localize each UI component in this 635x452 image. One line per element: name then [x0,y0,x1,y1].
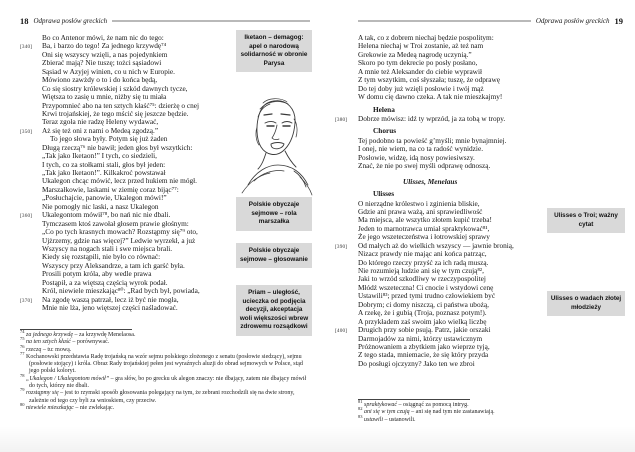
footnote: $^{76}$ rzeczą – tu: mową. [20,343,72,353]
line-number: [360] [20,213,33,220]
verse-text: Ukalegontom mówił⁷⁸, bo nań nic nie dbali. [42,210,171,220]
line-number: [370] [20,297,33,304]
page-19-header [358,16,623,26]
footnote-number: 75 [20,336,25,342]
verse-text: Jaki to wrzód szkodliwy w rzeczypospolitej [358,274,486,284]
verse-text: Posłowie, widzę, idą nosy powiesiwszy. [358,152,475,162]
verse-text: Drugich przy sobie psują. Patrz, jakie orszaki [358,325,491,335]
verse-column [335,34,565,368]
verse-text: Na zgodę waszą patrzał, lecz iż być nie mogła, [42,294,179,304]
page-number: 18 [20,16,29,26]
verse-text: Krwi trojańskiej, że tego mścić się jeszcze będzie. [42,108,189,118]
margin-note-iketaon: Iketaon – demagog: apel o narodową solidarność w obronie Parysa [236,30,312,72]
footnote-term: rozstąpmy się [26,390,59,397]
verse-text: Prosili potym króla, aby wedle prawa [42,269,152,279]
verse-line [335,93,565,101]
verse-text: Tej podobno ta powieść g’myśli; mnie bynajmniej. [358,135,507,145]
line-number: [390] [335,243,348,250]
footnote-term: na ten sztych kłaść [26,339,71,346]
verse-text: I tych, co za stołkami stali, głos był jeden: [42,159,166,169]
verse-text: Nizacz prawdy nie mając ani końca patrząc, [358,249,487,259]
footnote: $^{83}$ ustawili – ustanowili. [358,413,416,423]
verse-text: Marszałkowie, laskami w ziemię coraz bijąc⁷⁷: [42,184,179,194]
verse-text: Nie rozumieją ludzie ani się w tym czują⁸², [358,266,484,275]
verse-text: To jego słowa były. Potym się już żaden [50,134,168,144]
footnote-term: niewiele mieszkając [26,404,74,411]
verse-text: „Tak jako Iketaon!”. Kilkakroć powstawał [42,168,166,177]
verse-text: Dobrym; ci domy niszczą, ci państwa ubożą, [358,299,489,309]
line-number: [380] [335,116,348,123]
verse-text: Mówiono zawżdy o to i do końca będą, [42,75,158,85]
footnote-number: 81 [358,399,363,404]
footnote-number: 77 [20,350,25,356]
verse-text: Zbierać mają? Nie tuszę; tożci sąsiadowi [42,58,162,68]
verse-text: Ustawili⁸³; przed tymi trudno człowiekiem być [358,291,496,301]
verse-text: Do posługi ojczyzny? Jako ten we zbroi [358,358,475,368]
verse-text: „Tak jako Iketaon!” I tych, co siedzieli, [42,151,157,161]
verse-text: Ma miejsca, ale wszytko złotem kupić trzeba! [358,215,492,225]
footnote: $^{79}$ rozstąpmy się – jest to rzymski sposób głosowania polegający na tym, że zebrani rozchodzili się na dwie strony, zależnie od tego czy byli za wnioskiem, czy przeciw. [20,387,295,404]
verse-text: Król, niewiele mieszkając⁸⁰: „Rad bych był, powiada, [42,286,200,296]
verse-text: Do tej doby już wzięli posłowie i twój mąż [358,83,484,93]
verse-text: Ukalegon chcąc mówić, lecz przed hukiem nie mógł. [42,176,197,186]
margin-note-marszalek: Polskie obyczaje sejmowe – rola marszałka [236,197,312,231]
verse-text: Tymczasem ktoś zawołał głosem prawie głośnym: [42,218,189,228]
priam-portrait-illustration [230,93,316,199]
verse-line [335,115,565,123]
verse-text: Do którego rzeczy przyść za ich radą muszą. [358,257,489,267]
margin-note-ulisses-troja: Ulisses o Troi; ważny cytat [547,208,625,233]
line-number: [400] [335,328,348,335]
page-19 [318,0,635,452]
verse-text: Że jego wszeteczeństwa i łotrowskiej sprawy [358,232,490,242]
verse-text: A mnie też Aleksander do ciebie wyprawił [358,66,483,76]
footnote-term: za jednego krzywdę [26,332,73,338]
footnote: $^{82}$ ani się w tym czują – ani się nad tym nie zastanawiają. [358,406,495,416]
footnote-number: 74 [20,329,25,334]
footnote-number: 82 [358,406,363,412]
footnote-number: 83 [358,413,363,419]
verse-column [20,34,235,312]
page-number: 19 [614,16,623,26]
verse-text: Wszyscy przy Aleksandrze, a tam ich garść była. [42,260,185,270]
verse-text: Jeden to marnotrawca umiał spraktykować⁸¹, [358,223,490,233]
verse-text: A przykładem zaś swoim jako wielką liczbę [358,316,487,326]
verse-text: W domu cię dawno czeka. A tak nie mieszkajmy! [358,92,503,102]
verse-text: A rzekę, że i gubią (Troja, poznasz potym!). [358,308,487,318]
verse-line [20,304,235,312]
footnote-term: spraktykować [364,402,397,408]
margin-note-ulisses-mlodziez: Ulisses o wadach złotej młodzieży [547,291,625,316]
footnote-rule [358,399,470,400]
verse-text: „Posłuchajcie, panowie, Ukalegon mówi!” [42,193,167,203]
footnote-rule [20,329,132,330]
line-number: [340] [20,44,33,51]
verse-text: Próżnowaniem a zbytkiem jako wieprze tyją, [358,341,490,351]
verse-text: Aż się też oni z nami o Medeą zgodzą.” [42,125,159,135]
verse-text: Ba, i barzo do tego! Za jednego krzywdę⁷⁴ [42,41,167,51]
line-number: [350] [20,128,33,135]
verse-text: Więtsza to zasię u mnie, niżby się tu miała [42,92,167,102]
verse-text: Nie pomogły nic laski, a nasz Ukalegon [42,201,159,211]
verse-text: Młódź wszeteczna! Ci cnocie i wstydowi cenę [358,282,494,292]
footnote-number: 76 [20,343,25,349]
speaker-heading: Chorus [373,126,397,136]
verse-line [335,360,565,368]
verse-text: I onej, nie wiem, na co ta radość wynidzie. [358,144,484,154]
verse-text: Oni się wszyscy wzięli, a nas pojedynkiem [42,49,168,59]
footnote-number: 79 [20,387,25,393]
verse-line [335,162,565,170]
footnote: $^{77}$ Kochanowski przedstawia Radę trojańską na wzór sejmu polskiego złożonego z senatu (posłowie siedzący), sejmu (posłowie stojący) i króla. Obraz Rady trojańskiej pełen jest wyraźnych aluzji do obrad sejmowych w Polsce, stąd jego polski koloryt. [20,350,303,375]
footnote: $^{75}$ na ten sztych kłaść – porównywać. [20,336,110,346]
verse-text: Od małych aż do wielkich wszyscy — jawnie bronią, [358,240,514,250]
margin-note-glosowanie: Polskie obyczaje sejmowe – głosowanie [236,243,312,268]
verse-text: Grekowie za Medeą nagrodę uczynią.” [358,49,472,59]
verse-text: Wszyscy na nogach stali i swe miejsca brali. [42,243,173,253]
header-rule [112,20,310,22]
verse-text: A tak, co z dobrem niechaj będzie pospolitym: [358,33,494,42]
footnote: $^{80}$ niewiele mieszkając – nie zwlekając. [20,401,115,411]
page-18-header [20,16,310,26]
verse-text: Sąsiad w Azyjej winien, co u nich w Europie. [42,66,175,76]
footnote-term: ani się w tym czują [364,409,410,416]
margin-note-priam: Priam – uległość, ucieczka od podjęcia decyzji, akceptacja woli większości wbrew zdrowemu rozsądkowi [236,285,312,336]
verse-text: „Co po tych krasnych mowach? Rozstąpmy się⁷⁹ oto, [42,227,198,237]
verse-text: Helena niechaj w Troi zostanie, aż też nam [358,41,484,51]
verse-text: Co się siostry królewskiej i szkód dawnych tycze, [42,83,188,93]
speaker-heading: Helena [373,104,395,114]
speaker-heading: Ulisses [373,189,395,199]
verse-text: Skoro po tym dekrecie po posły posłano, [358,58,478,68]
verse-text: Z tym wszytkim, coś słyszała; tuszę, że odprawę [358,75,501,85]
header-rule [358,20,531,22]
footnotes-section [358,399,620,424]
verse-text: Przypomnieć abo na ten sztych kłaść⁷⁵: dzierżę o cnej [42,100,200,110]
running-title: Odprawa posłów greckich [33,17,108,25]
verse-text: Znać, że nie po swej myśli odprawę odnoszą. [358,161,491,171]
verse-text: Postąpił, a za więtszą częścią wyrok podał. [42,277,168,287]
footnote-term: rzeczą [26,346,42,353]
scene-heading: Ulisses, Menelaus [403,176,458,186]
footnote-term: „Ukalegon / Ukalegontom mówił” [26,375,110,382]
verse-text: Dobrze mówisz: idź ty wprzód, ja za tobą w tropy. [358,113,506,123]
footnote-number: 80 [20,401,25,407]
verse-text: Mnie nie lża, jeno więtszej części naśladować. [42,303,178,312]
footnote: $^{81}$ spraktykować – osiągnąć za pomocą intryg. [358,399,469,408]
footnote-number: 78 [20,372,25,378]
footnote: $^{78}$ „Ukalegon / Ukalegontom mówił” – gra słów, bo po grecku uk alegon znaczy: nie dbający, zatem nie dbający mówił do tych, którzy nie dbali. [20,372,307,390]
footnote-term: ustawili [364,416,384,423]
verse-text: Kiedy się rozstąpili, nie było co równać: [42,252,161,262]
footnotes-section [20,329,310,412]
running-title: Odprawa posłów greckich [535,17,610,25]
footnote: $^{74}$ za jednego krzywdę – za krzywdę Menelaosa. [20,329,136,338]
verse-text: Z tego stada, mniemacie, że się który przyda [358,350,489,360]
verse-text: O nierządne królestwo i zginienia bliskie, [358,198,480,208]
verse-text: Długą rzeczą⁷⁶ nie bawił; jeden głos był wszytkich: [42,142,193,152]
verse-text: Teraz zgoła nie radzę Heleny wydawać, [42,117,159,127]
verse-text: Ujżrzemy, gdzie nas więcej?” Ledwie wyrzekł, a już [42,235,196,245]
verse-text: Darmojadów za nimi, którzy ustawicznym [358,333,483,343]
verse-text: Bo co Antenor mówi, że nam nic do tego: [42,33,164,42]
verse-text: Gdzie ani prawa ważą, ani sprawiedliwość [358,206,483,216]
